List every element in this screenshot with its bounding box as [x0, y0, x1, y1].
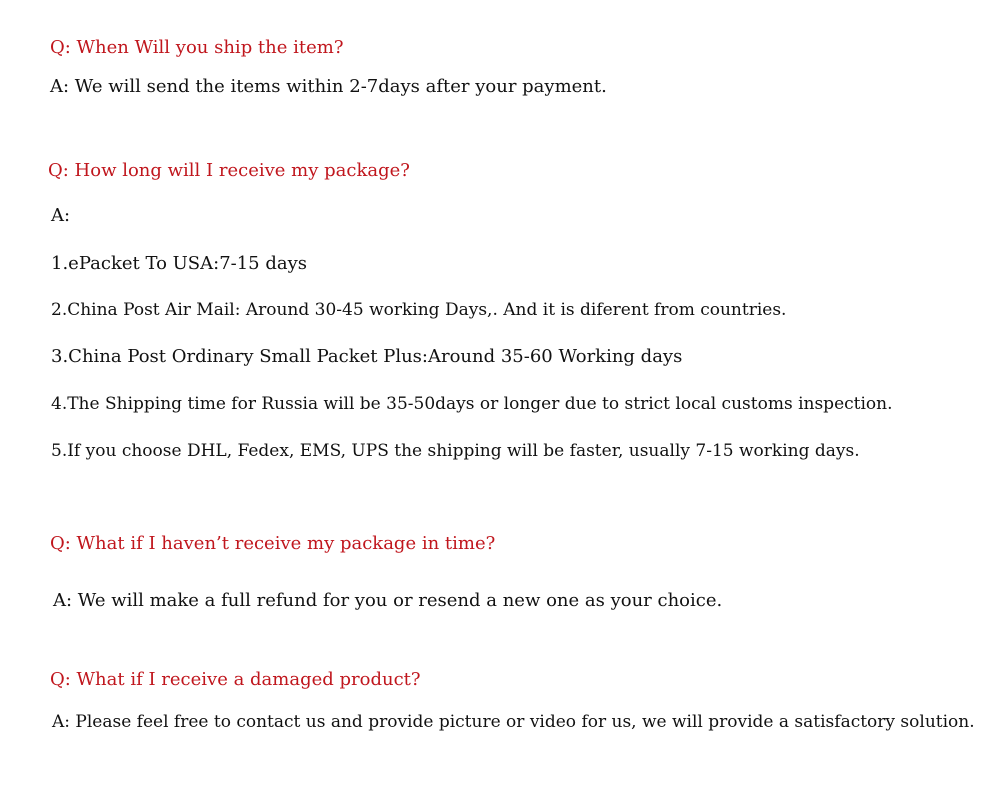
answer-late-package: A: We will make a full refund for you or resend a new one as your choice.	[53, 590, 723, 611]
answer-delivery-item-express: 5.If you choose DHL, Fedex, EMS, UPS the shipping will be faster, usually 7-15 working days.	[51, 441, 860, 461]
question-delivery-time: Q: How long will I receive my package?	[48, 160, 410, 181]
answer-damaged-product: A: Please feel free to contact us and provide picture or video for us, we will provide a satisfactory solution.	[52, 712, 975, 732]
answer-delivery-item-ordinary: 3.China Post Ordinary Small Packet Plus:Around 35-60 Working days	[51, 346, 683, 367]
question-shipping-time: Q: When Will you ship the item?	[50, 37, 344, 58]
question-late-package: Q: What if I haven’t receive my package in time?	[50, 533, 496, 554]
answer-delivery-item-russia: 4.The Shipping time for Russia will be 35-50days or longer due to strict local customs inspection.	[51, 394, 893, 414]
answer-delivery-item-airmail: 2.China Post Air Mail: Around 30-45 working Days,. And it is diferent from countries.	[51, 300, 787, 320]
answer-delivery-intro: A:	[51, 205, 71, 226]
question-damaged-product: Q: What if I receive a damaged product?	[50, 669, 421, 690]
answer-shipping-time: A: We will send the items within 2-7days after your payment.	[50, 76, 607, 97]
answer-delivery-item-epacket: 1.ePacket To USA:7-15 days	[51, 253, 308, 274]
